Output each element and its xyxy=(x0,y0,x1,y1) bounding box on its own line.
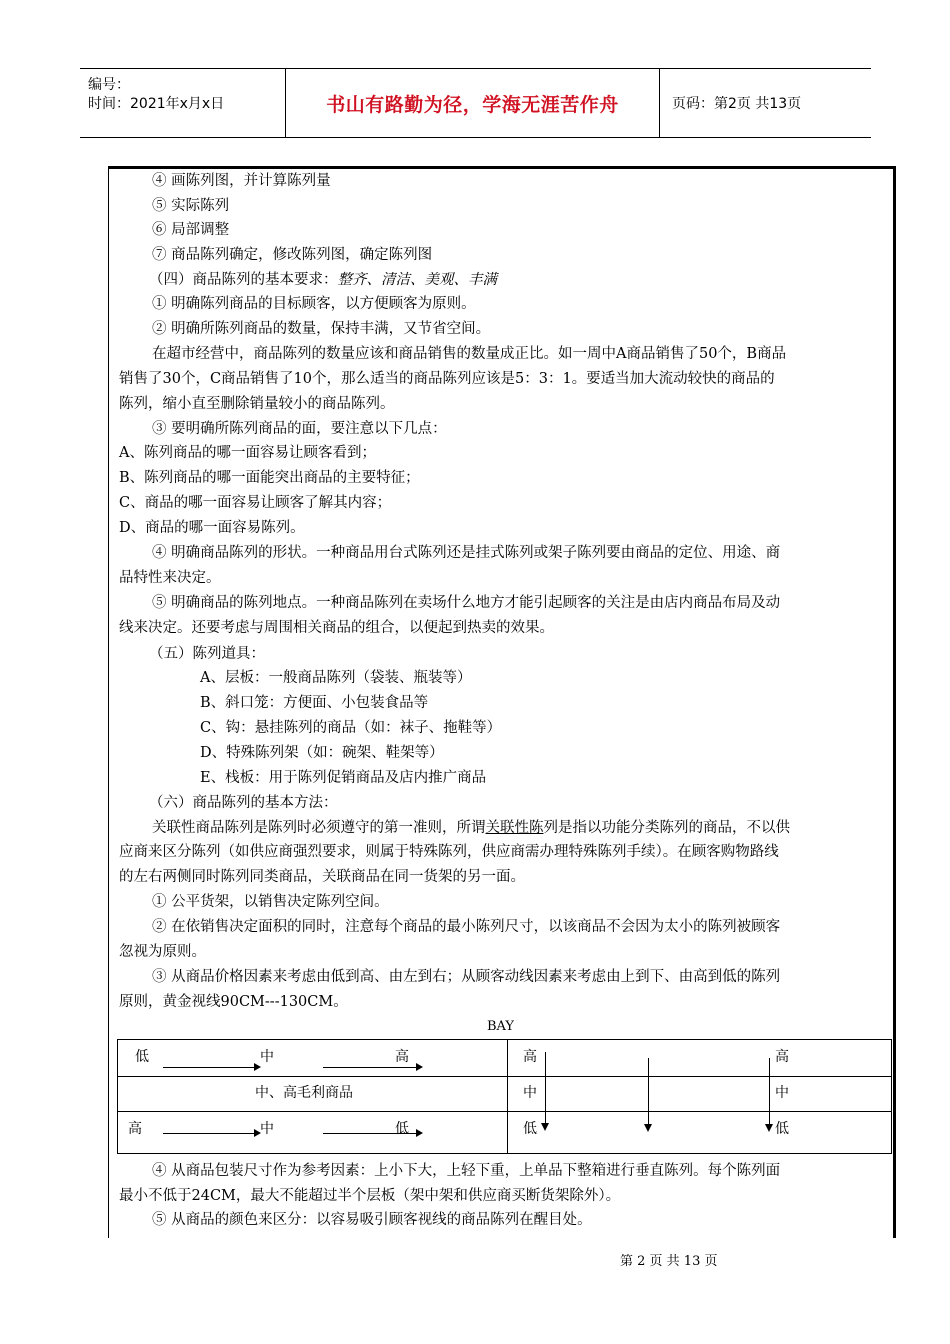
body-line: 应商来区分陈列（如供应商强烈要求，则属于特殊陈列，供应商需办理特殊陈列手续）。在顾客购物路线 xyxy=(119,844,779,860)
bay-cell: 低 xyxy=(523,1121,537,1137)
heading-emphasis: 整齐、清洁、美观、丰满 xyxy=(337,272,497,288)
body-line: 陈列，缩小直至删除销量较小的商品陈列。 xyxy=(119,396,395,412)
column-divider xyxy=(507,1040,508,1153)
text-run: 关联性商品陈列是陈列时必须遵守的第一准则，所谓 xyxy=(152,820,486,836)
bay-cell: 中 xyxy=(775,1085,789,1101)
body-line: D、商品的哪一面容易陈列。 xyxy=(119,520,305,536)
arrow-down-icon xyxy=(545,1052,546,1125)
body-line: D、特殊陈列架（如：碗架、鞋架等） xyxy=(200,745,444,761)
body-line: 在超市经营中，商品陈列的数量应该和商品销售的数量成正比。如一周中A商品销售了50个，B商品 xyxy=(152,346,787,362)
underlined-term: 关联性陈 xyxy=(485,820,544,836)
body-line: ③ 从商品价格因素来考虑由低到高、由左到右；从顾客动线因素来考虑由上到下、由高到低的陈列 xyxy=(152,969,781,985)
section-heading-4 xyxy=(149,268,497,292)
body-line: ④ 画陈列图，并计算陈列量 xyxy=(152,173,331,189)
bay-cell: 低 xyxy=(395,1121,409,1137)
bay-cell: 低 xyxy=(775,1121,789,1137)
row-divider xyxy=(118,1076,891,1077)
bay-cell: 中 xyxy=(523,1085,537,1101)
body-line: ① 公平货架，以销售决定陈列空间。 xyxy=(152,894,389,910)
body-line: ② 在依销售决定面积的同时，注意每个商品的最小陈列尺寸，以该商品不会因为太小的陈列被顾客 xyxy=(152,919,781,935)
arrow-right-icon xyxy=(163,1067,255,1068)
body-line: ① 明确陈列商品的目标顾客，以方便顾客为原则。 xyxy=(152,296,476,312)
body-line: 忽视为原则。 xyxy=(119,944,206,960)
body-line: ② 明确所陈列商品的数量，保持丰满，又节省空间。 xyxy=(152,321,491,337)
bay-caption: BAY xyxy=(487,1019,514,1034)
arrow-right-icon xyxy=(163,1133,255,1134)
text-run: 列是指以功能分类陈列的商品，不以供 xyxy=(543,820,790,836)
body-line: 原则，黄金视线90CM---130CM。 xyxy=(119,994,348,1010)
body-line: ⑤ 明确商品的陈列地点。一种商品陈列在卖场什么地方才能引起顾客的关注是由店内商品布局及动 xyxy=(152,595,781,611)
body-line: B、斜口笼：方便面、小包装食品等 xyxy=(200,695,429,711)
bay-cell: 高 xyxy=(128,1121,142,1137)
body-line: ⑥ 局部调整 xyxy=(152,222,230,238)
header-motto: 书山有路勤为径，学海无涯苦作舟 xyxy=(286,69,660,137)
body-line: 品特性来决定。 xyxy=(119,570,221,586)
arrow-right-icon xyxy=(323,1067,417,1068)
body-line: A、层板：一般商品陈列（袋装、瓶装等） xyxy=(200,670,472,686)
body-line: ⑦ 商品陈列确定，修改陈列图，确定陈列图 xyxy=(152,247,433,263)
body-line: 销售了30个，C商品销售了10个，那么适当的商品陈列应该是5：3：1。要适当加大流动较快的商品的 xyxy=(119,371,775,387)
body-line: 线来决定。还要考虑与周围相关商品的组合，以便起到热卖的效果。 xyxy=(119,620,554,636)
row-divider xyxy=(118,1111,891,1112)
document-date: 时间：2021年x月x日 xyxy=(88,96,225,112)
body-line: A、陈列商品的哪一面容易让顾客看到； xyxy=(119,445,376,461)
page-footer: 第 2 页 共 13 页 xyxy=(620,1254,718,1269)
body-line: ④ 明确商品陈列的形状。一种商品用台式陈列还是挂式陈列或架子陈列要由商品的定位、用途、商 xyxy=(152,545,781,561)
body-line: B、陈列商品的哪一面能突出商品的主要特征； xyxy=(119,470,420,486)
header-page-info: 页码：第2页 共13页 xyxy=(672,96,802,112)
bay-cell: 中 xyxy=(260,1049,274,1065)
body-line xyxy=(152,816,790,840)
bay-cell: 高 xyxy=(523,1049,537,1065)
section-heading-6: （六）商品陈列的基本方法： xyxy=(149,795,338,811)
body-line: C、钩：悬挂陈列的商品（如：袜子、拖鞋等） xyxy=(200,720,502,736)
bay-cell: 高 xyxy=(395,1049,409,1065)
body-line: ⑤ 从商品的颜色来区分：以容易吸引顾客视线的商品陈列在醒目处。 xyxy=(152,1212,592,1228)
body-line: ③ 要明确所陈列商品的面，要注意以下几点： xyxy=(152,421,447,437)
body-line: C、商品的哪一面容易让顾客了解其内容； xyxy=(119,495,392,511)
body-line: ④ 从商品包装尺寸作为参考因素：上小下大，上轻下重，上单品下整箱进行垂直陈列。每个陈列面 xyxy=(152,1163,781,1179)
body-line: 最小不低于24CM，最大不能超过半个层板（架中架和供应商买断货架除外）。 xyxy=(119,1188,621,1204)
page-header xyxy=(80,68,871,138)
body-line: ⑤ 实际陈列 xyxy=(152,198,230,214)
bay-cell: 中 xyxy=(260,1121,274,1137)
body-line: 的左右两侧同时陈列同类商品，关联商品在同一货架的另一面。 xyxy=(119,869,525,885)
bay-cell: 中、高毛利商品 xyxy=(255,1085,353,1101)
heading-text: （四）商品陈列的基本要求： xyxy=(149,272,338,288)
arrow-down-icon xyxy=(769,1058,770,1126)
header-meta xyxy=(80,69,286,137)
body-line: E、栈板：用于陈列促销商品及店内推广商品 xyxy=(200,770,487,786)
arrow-down-icon xyxy=(648,1058,649,1126)
bay-table xyxy=(117,1039,892,1154)
document-number: 编号： xyxy=(88,77,130,93)
bay-cell: 高 xyxy=(775,1049,789,1065)
bay-cell: 低 xyxy=(135,1049,149,1065)
section-heading-5: （五）陈列道具： xyxy=(149,646,265,662)
